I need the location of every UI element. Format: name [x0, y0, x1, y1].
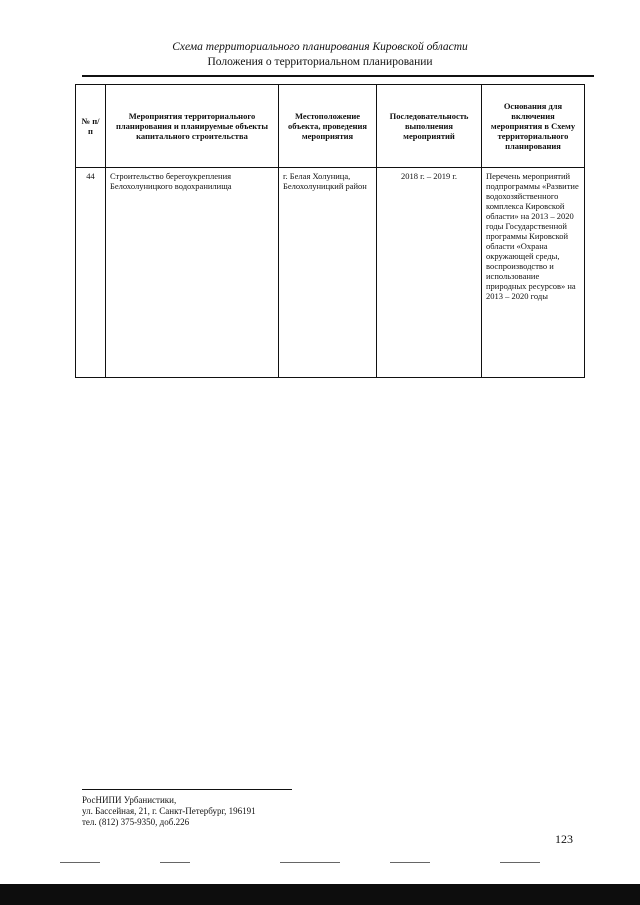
page-number: 123	[555, 832, 573, 846]
column-header-basis: Основания для включения мероприятия в Схему территориального планирования	[482, 85, 585, 168]
scan-artifact	[160, 862, 190, 863]
document-title: Схема территориального планирования Кировской области	[172, 41, 468, 53]
column-header-activity: Мероприятия территориального планирования и планируемые объекты капитального строительства	[106, 85, 279, 168]
table-row	[76, 168, 585, 378]
scan-artifact	[60, 862, 100, 863]
scan-artifact	[390, 862, 430, 863]
row-activity: Строительство берегоукрепления Белохолуницкого водохранилища	[106, 168, 279, 378]
footer-organization: РосНИПИ Урбанистики,	[82, 795, 177, 805]
scan-artifact	[280, 862, 340, 863]
footer-address: ул. Бассейная, 21, г. Санкт-Петербург, 196191	[82, 806, 256, 816]
footer-divider	[82, 789, 292, 790]
footer-phone: тел. (812) 375-9350, доб.226	[82, 817, 190, 827]
header-divider	[82, 75, 594, 77]
scan-edge-bar	[0, 884, 640, 905]
scan-artifact	[500, 862, 540, 863]
column-header-sequence: Последовательность выполнения мероприятий	[377, 85, 482, 168]
planning-table	[75, 84, 585, 378]
row-location: г. Белая Холуница, Белохолуницкий район	[279, 168, 377, 378]
document-header	[0, 40, 640, 70]
column-header-location: Местоположение объекта, проведения мероприятия	[279, 85, 377, 168]
document-subtitle: Положения о территориальном планировании	[207, 56, 433, 68]
row-basis: Перечень мероприятий подпрограммы «Развитие водохозяйственного комплекса Кировской области» на 2013 – 2020 годы Государственной программы Кировской области «Охрана окружающей среды, воспроизводство и использование природных ресурсов» на 2013 – 2020 годы	[482, 168, 585, 378]
row-number: 44	[76, 168, 106, 378]
footer-contact	[82, 795, 256, 828]
table-header-row	[76, 85, 585, 168]
row-period: 2018 г. – 2019 г.	[377, 168, 482, 378]
column-header-number: № п/п	[76, 85, 106, 168]
